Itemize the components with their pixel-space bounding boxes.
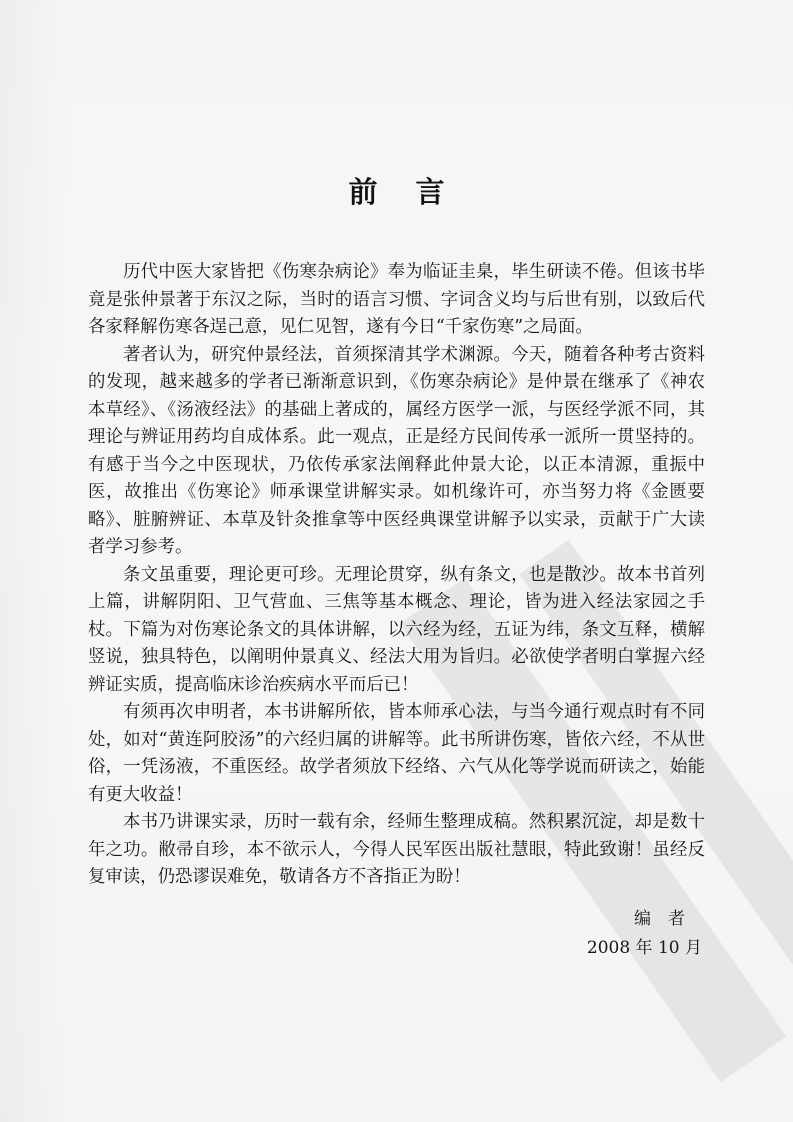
paragraph: 有须再次申明者，本书讲解所依，皆本师承心法，与当今通行观点时有不同处，如对“黄连阿胶汤”的六经归属的讲解等。此书所讲伤寒，皆依六经，不从世俗，一凭汤液，不重医经。故学者须放下经络、六气从化等学说而研读之，始能有更大收益！ [88,702,705,805]
signature-author: 编者 [634,909,702,929]
paragraph: 条文虽重要，理论更可珍。无理论贯穿，纵有条文，也是散沙。故本书首列上篇，讲解阴阳、卫气营血、三焦等基本概念、理论，皆为进入经法家园之手杖。下篇为对伤寒论条文的具体讲解，以六经为经，五证为纬，条文互释，横解竖说，独具特色，以阐明仲景真义、经法大用为旨归。必欲使学者明白掌握六经辨证实质，提高临床诊治疾病水平而后已！ [88,564,705,695]
signature-date: 2008 年 10 月 [586,938,702,958]
page-title: 前言 [348,175,483,209]
paragraph: 本书乃讲课实录，历时一载有余，经师生整理成稿。然积累沉淀，却是数十年之功。敝帚自珍，本不欲示人，今得人民军医出版社慧眼，特此致谢！虽经反复审读，仍恐谬误难免，敬请各方不吝指正为盼！ [88,812,705,887]
page-edge-shadow [0,0,70,1122]
preface-body [88,259,705,892]
paragraph: 著者认为，研究仲景经法，首须探清其学术渊源。今天，随着各种考古资料的发现，越来越多的学者已渐渐意识到，《伤寒杂病论》是仲景在继承了《神农本草经》、《汤液经法》的基础上著成的，属经方医学一派，与医经学派不同，其理论与辨证用药均自成体系。此一观点，正是经方民间传承一派所一贯坚持的。有感于当今之中医现状，乃依传承家法阐释此仲景大论，以正本清源，重振中医，故推出《伤寒论》师承课堂讲解实录。如机缘许可，亦当努力将《金匮要略》、脏腑辨证、本草及针灸推拿等中医经典课堂讲解予以实录，贡献于广大读者学习参考。 [88,344,705,557]
signature-block [587,905,702,963]
paragraph: 历代中医大家皆把《伤寒杂病论》奉为临证圭臬，毕生研读不倦。但该书毕竟是张仲景著于东汉之际，当时的语言习惯、字词含义均与后世有别，以致后代各家释解伤寒各逞己意，见仁见智，遂有今日“千家伤寒”之局面。 [88,262,705,337]
